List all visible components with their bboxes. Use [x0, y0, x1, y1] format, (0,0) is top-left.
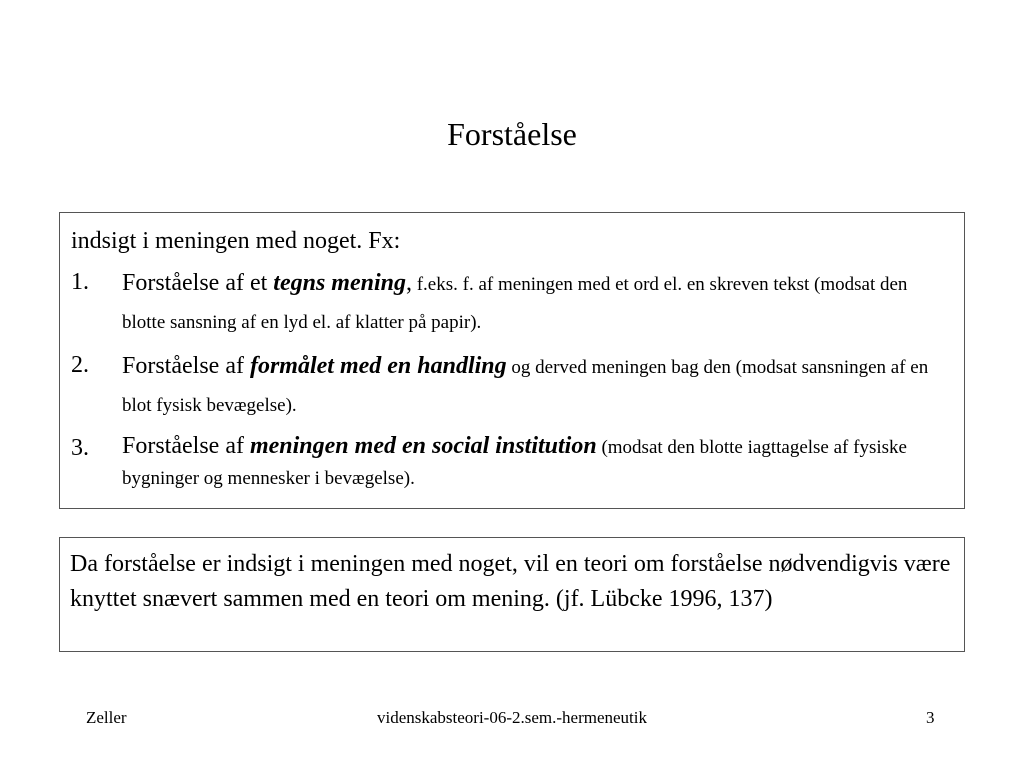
list-item-text	[122, 431, 954, 495]
list-item-lead: Forståelse af	[122, 353, 250, 379]
list-item	[71, 431, 954, 495]
list-item-detail: f.eks. f. af meningen med et ord el. en skreven tekst (modsat den blotte sansning af en lyd el. af klatter på papir).	[122, 274, 908, 333]
footer-slide-number: 3	[926, 708, 935, 727]
list-item-emphasis: formålet med en handling	[249, 353, 507, 379]
definition-intro: indsigt i meningen med noget. Fx:	[71, 228, 401, 254]
slide-title: Forståelse	[447, 116, 577, 152]
list-item-text	[122, 265, 954, 342]
definition-box	[59, 212, 965, 509]
conclusion-text: Da forståelse er indsigt i meningen med noget, vil en teori om forståelse nødvendigvis være knyttet snævert sammen med en teori om mening. (jf. Lübcke 1996, 137)	[70, 551, 951, 612]
list-item-lead: Forståelse af	[122, 433, 250, 459]
footer-course: videnskabsteori-06-2.sem.-hermeneutik	[376, 708, 648, 727]
list-item	[71, 348, 954, 425]
definition-list	[71, 265, 954, 495]
list-item-number: 1.	[71, 269, 89, 295]
list-item-number: 3.	[71, 435, 89, 461]
list-item-comma: ,	[405, 270, 412, 296]
footer-author: Zeller	[86, 708, 127, 727]
list-item-number: 2.	[71, 352, 89, 378]
list-item-detail: og derved meningen bag den (modsat sansningen af en blot fysisk bevægelse).	[122, 357, 929, 416]
list-item-detail: (modsat den blotte iagttagelse af fysiske bygninger og mennesker i bevægelse).	[122, 437, 907, 489]
list-item-emphasis: tegns mening	[273, 270, 406, 296]
conclusion-box	[59, 537, 965, 652]
list-item-text	[122, 348, 954, 425]
list-item	[71, 265, 954, 342]
list-item-lead: Forståelse af et	[122, 270, 274, 296]
list-item-emphasis: meningen med en social institution	[249, 433, 597, 459]
